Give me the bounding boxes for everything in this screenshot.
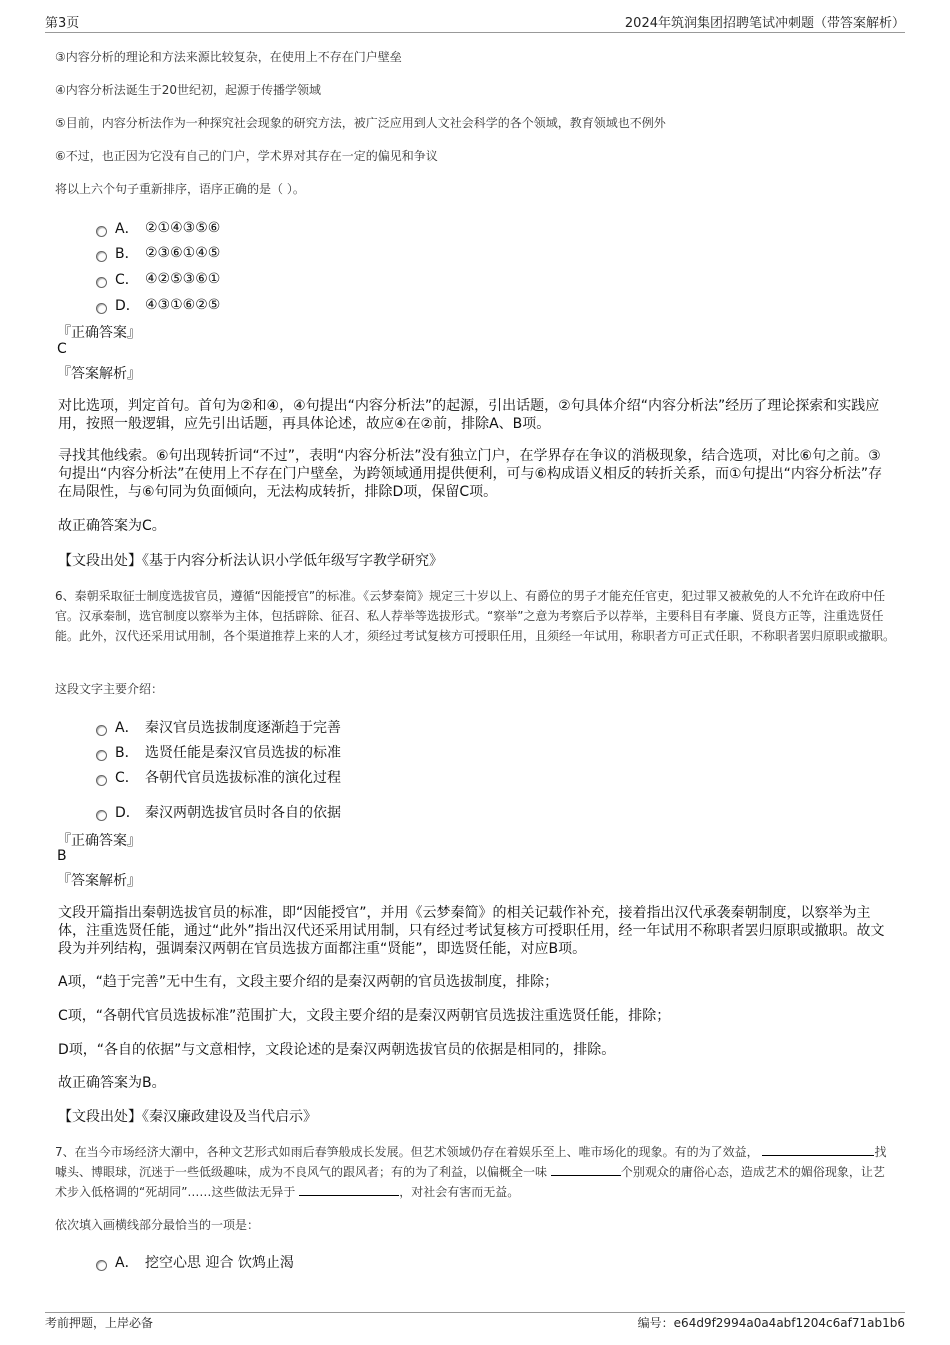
analysis-paragraph: C项，“各朝代官员选拔标准”范围扩大，文段主要介绍的是秦汉两朝官员选拔注重选贤任能，排除；	[58, 1008, 671, 1024]
option-d[interactable]	[96, 802, 341, 822]
stem-text: 个别观众的庸俗心态，造成艺术的媚俗现象，让艺术步入低格调的“死胡同”……这些做法无异于	[55, 1165, 885, 1199]
sentence: ⑥不过，也正因为它没有自己的门户，学术界对其存在一定的偏见和争议	[55, 149, 438, 163]
analysis-paragraph: 寻找其他线索。⑥句出现转折词“不过”，表明“内容分析法”没有独立门户，在学界存在争议的消极现象，结合选项，对比⑥句之前。③句提出“内容分析法”在使用上不存在门户壁垒，为跨领域通用提供便利，可与⑥构成语义相反的转折关系，而①句提出“内容分析法”存在局限性，与⑥句同为负面倾向，无法构成转折，排除D项，保留C项。	[58, 448, 883, 500]
blank-1	[762, 1143, 874, 1156]
option-text: ④②⑤③⑥①	[145, 271, 221, 287]
stem-text: 找噱头、博眼球，沉迷于一些低级趣味，成为不良风气的跟风者；有的为了利益，以偏概全一味	[55, 1145, 887, 1179]
stem-text: 7、在当今市场经济大潮中，各种文艺形式如雨后春笋般成长发展。但艺术领域仍存在着娱乐至上、唯市场化的现象。有的为了效益，	[55, 1145, 759, 1159]
option-text: ④③①⑥②⑤	[145, 297, 221, 313]
option-text: 秦汉两朝选拔官员时各自的依据	[145, 805, 341, 821]
sentence: ⑤目前，内容分析法作为一种探究社会现象的研究方法，被广泛应用到人文社会科学的各个领域，教育领域也不例外	[55, 116, 666, 130]
stem-text: ，对社会有害而无益。	[399, 1185, 520, 1199]
option-letter: A．	[115, 1255, 139, 1271]
option-text: 各朝代官员选拔标准的演化过程	[145, 770, 341, 786]
radio-icon[interactable]	[96, 775, 107, 786]
option-letter: A．	[115, 221, 139, 237]
footer-divider	[45, 1312, 905, 1313]
option-text: ②③⑥①④⑤	[145, 245, 221, 261]
document-id: 编号：e64d9f2994a0a4abf1204c6af71ab1b6	[637, 1316, 905, 1330]
analysis-conclusion: 故正确答案为B。	[58, 1075, 166, 1091]
radio-icon[interactable]	[96, 251, 107, 262]
analysis-paragraph: D项，“各自的依据”与文意相悖，文段论述的是秦汉两朝选拔官员的依据是相同的，排除。	[58, 1042, 616, 1058]
radio-icon[interactable]	[96, 277, 107, 288]
option-text: 选贤任能是秦汉官员选拔的标准	[145, 745, 341, 761]
radio-icon[interactable]	[96, 750, 107, 761]
question-prompt: 将以上六个句子重新排序，语序正确的是（ ）。	[55, 182, 305, 196]
blank-3	[299, 1183, 399, 1196]
source: 【文段出处】《基于内容分析法认识小学低年级写字教学研究》	[58, 553, 443, 569]
option-text: ②①④③⑤⑥	[145, 220, 221, 236]
analysis-label: 『答案解析』	[57, 873, 141, 889]
option-a[interactable]	[96, 218, 220, 238]
analysis-paragraph: 对比选项，判定首句。首句为②和④，④句提出“内容分析法”的起源，引出话题，②句具体介绍“内容分析法”经历了理论探索和实践应用，按照一般逻辑，应先引出话题，再具体论述，故应④在②前，排除A、B项。	[58, 398, 880, 432]
option-letter: B．	[115, 745, 139, 761]
option-letter: A．	[115, 720, 139, 736]
question-stem	[55, 1142, 895, 1202]
option-letter: C．	[115, 272, 139, 288]
option-b[interactable]	[96, 243, 220, 263]
option-letter: D．	[115, 805, 140, 821]
source: 【文段出处】《秦汉廉政建设及当代启示》	[58, 1109, 317, 1125]
option-c[interactable]	[96, 269, 220, 289]
sentence: ④内容分析法诞生于20世纪初，起源于传播学领域	[55, 83, 322, 97]
option-a[interactable]	[96, 717, 341, 737]
analysis-label: 『答案解析』	[57, 366, 141, 382]
header-divider	[45, 32, 905, 33]
option-a[interactable]	[96, 1252, 294, 1272]
blank-2	[551, 1163, 621, 1176]
page-number: 第3页	[45, 16, 80, 31]
option-letter: D．	[115, 298, 140, 314]
question-stem: 6、秦朝采取征士制度选拔官员，遵循“因能授官”的标准。《云梦秦简》规定三十岁以上、有爵位的男子才能充任官吏，犯过罪又被赦免的人不允许在政府中任官。汉承秦制，选官制度以察举为主体，包括辟除、征召、私人荐举等选拔形式。“察举”之意为考察后予以荐举，主要科目有孝廉、贤良方正等，注重选贤任能。此外，汉代还采用试用制，各个渠道推荐上来的人才，须经过考试复核方可授职任用，且须经一年试用，称职者方可正式任职，不称职者罢归原职或撤职。	[55, 589, 896, 643]
answer: B	[57, 848, 67, 864]
sentence: ③内容分析的理论和方法来源比较复杂，在使用上不存在门户壁垒	[55, 50, 402, 64]
question-prompt: 依次填入画横线部分最恰当的一项是：	[55, 1218, 260, 1232]
radio-icon[interactable]	[96, 810, 107, 821]
answer-label: 『正确答案』	[57, 833, 141, 849]
analysis-conclusion: 故正确答案为C。	[58, 518, 166, 534]
analysis-paragraph: A项，“趋于完善”无中生有，文段主要介绍的是秦汉两朝的官员选拔制度，排除；	[58, 974, 559, 990]
analysis-paragraph: 文段开篇指出秦朝选拔官员的标准，即“因能授官”，并用《云梦秦简》的相关记载作补充，接着指出汉代承袭秦朝制度，以察举为主体，注重选贤任能，通过“此外”指出汉代还采用试用制，只有经过考试复核方可授职任用，经一年试用不称职者罢归原职或撤职。故文段为并列结构，强调秦汉两朝在官员选拔方面都注重“贤能”，即选贤任能，对应B项。	[58, 905, 885, 957]
footer-slogan: 考前押题，上岸必备	[45, 1316, 154, 1330]
radio-icon[interactable]	[96, 725, 107, 736]
document-title: 2024年筑润集团招聘笔试冲刺题（带答案解析）	[624, 16, 905, 31]
radio-icon[interactable]	[96, 1260, 107, 1271]
option-text: 秦汉官员选拔制度逐渐趋于完善	[145, 720, 341, 736]
option-text: 挖空心思 迎合 饮鸩止渴	[145, 1255, 294, 1271]
question-prompt: 这段文字主要介绍：	[55, 682, 164, 696]
answer: C	[57, 341, 67, 357]
option-b[interactable]	[96, 742, 341, 762]
option-c[interactable]	[96, 767, 341, 787]
radio-icon[interactable]	[96, 303, 107, 314]
option-letter: B．	[115, 246, 139, 262]
radio-icon[interactable]	[96, 226, 107, 237]
option-d[interactable]	[96, 295, 220, 315]
option-letter: C．	[115, 770, 139, 786]
answer-label: 『正确答案』	[57, 325, 141, 341]
